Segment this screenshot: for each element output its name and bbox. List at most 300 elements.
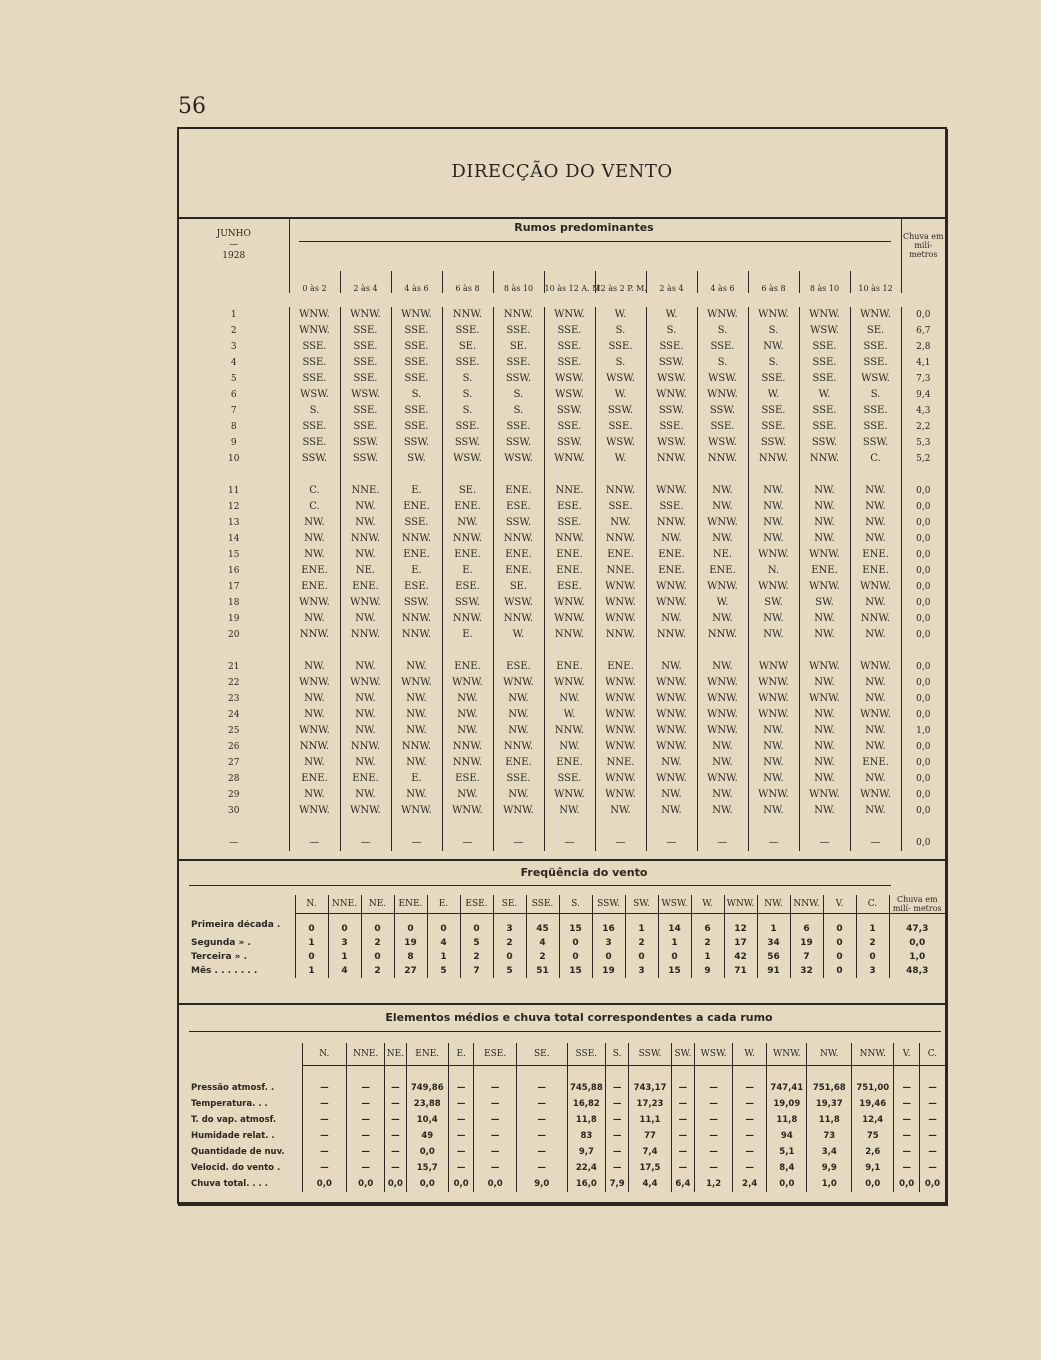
elem-cell: — xyxy=(347,1112,385,1128)
wind-direction-cell: NW. xyxy=(799,483,850,499)
wind-direction-cell: — xyxy=(748,835,799,851)
elem-cell: — xyxy=(448,1096,473,1112)
gap-cell xyxy=(493,819,544,835)
rain-cell: 0,0 xyxy=(901,771,945,787)
elem-row-label: Velocid. do vento . xyxy=(191,1163,281,1173)
day-number: 21 xyxy=(228,662,240,672)
wind-direction-cell: NW. xyxy=(697,531,748,547)
wind-direction-cell: NW. xyxy=(391,755,442,771)
wind-direction-cell: WNW. xyxy=(595,723,646,739)
gap-cell xyxy=(799,467,850,483)
elem-cell: 23,88 xyxy=(406,1096,448,1112)
day-number: 16 xyxy=(228,566,240,576)
wind-direction-cell: WSW. xyxy=(289,387,340,403)
wind-direction-cell: SSE. xyxy=(289,355,340,371)
elem-row xyxy=(179,1176,945,1192)
wind-direction-cell: WNW. xyxy=(391,803,442,819)
wind-direction-cell: NW. xyxy=(748,803,799,819)
elem-cell: — xyxy=(733,1160,767,1176)
table-row xyxy=(179,707,945,723)
wind-direction-cell: NW. xyxy=(340,723,391,739)
wind-direction-cell: WNW. xyxy=(646,675,697,691)
table-row xyxy=(179,803,945,819)
wind-direction-cell: SSW. xyxy=(442,595,493,611)
wind-direction-cell: NW. xyxy=(799,531,850,547)
wind-direction-cell: NW. xyxy=(748,611,799,627)
freq-row-label: Mês . . . . . . . xyxy=(191,966,258,976)
wind-direction-cell: NW. xyxy=(748,771,799,787)
freq-row-label: Terceira » . xyxy=(191,952,248,962)
elem-cell: 7,4 xyxy=(629,1144,671,1160)
wind-direction-cell: SSE. xyxy=(850,355,901,371)
wind-direction-cell: S. xyxy=(595,323,646,339)
elem-cell: 49 xyxy=(406,1128,448,1144)
period-header: 2 às 4 xyxy=(340,271,391,293)
elem-cell: 7,9 xyxy=(605,1176,628,1192)
rain-cell: 0,0 xyxy=(901,483,945,499)
wind-direction-cell: WNW. xyxy=(799,787,850,803)
wind-direction-cell: WSW. xyxy=(697,435,748,451)
wind-direction-cell: WNW. xyxy=(748,307,799,323)
table-row xyxy=(179,451,945,467)
wind-direction-cell: ENE. xyxy=(493,563,544,579)
wind-direction-cell: SSE. xyxy=(442,323,493,339)
table-row xyxy=(179,499,945,515)
freq-cell: 6 xyxy=(790,914,823,937)
day-number: 24 xyxy=(228,710,240,720)
wind-direction-cell: SSW. xyxy=(289,451,340,467)
frequency-divider xyxy=(179,859,945,861)
rain-cell: 0,0 xyxy=(901,531,945,547)
freq-rain-header: Chuva em milí- metros xyxy=(889,895,945,914)
day-number: 22 xyxy=(228,678,240,688)
elem-cell: — xyxy=(605,1144,628,1160)
freq-cell: 1 xyxy=(691,950,724,964)
elem-cell: — xyxy=(448,1128,473,1144)
wind-direction-cell: WSW. xyxy=(595,371,646,387)
gap-cell xyxy=(340,467,391,483)
table-row xyxy=(179,723,945,739)
elem-cell: — xyxy=(605,1112,628,1128)
table-row xyxy=(179,659,945,675)
wind-direction-cell: NE. xyxy=(340,563,391,579)
month-label: JUNHO xyxy=(216,228,251,239)
wind-direction-cell: NW. xyxy=(493,787,544,803)
day-number: 3 xyxy=(230,342,237,352)
gap-cell xyxy=(493,467,544,483)
wind-direction-cell: NW. xyxy=(850,531,901,547)
freq-rain-cell: 48,3 xyxy=(889,964,945,978)
wind-direction-cell: ENE. xyxy=(391,547,442,563)
elem-cell: — xyxy=(516,1160,567,1176)
elem-cell: 0,0 xyxy=(474,1176,516,1192)
elem-cell: 22,4 xyxy=(567,1160,605,1176)
wind-direction-cell: WNW. xyxy=(646,387,697,403)
wind-direction-cell: SSE. xyxy=(799,403,850,419)
wind-direction-cell: WSW. xyxy=(799,323,850,339)
elem-cell: — xyxy=(347,1066,385,1097)
wind-direction-cell: E. xyxy=(391,483,442,499)
freq-cell: 4 xyxy=(526,936,559,950)
freq-column-header: ESE. xyxy=(460,895,493,914)
wind-direction-cell: WNW. xyxy=(799,691,850,707)
wind-direction-cell: NNE. xyxy=(544,483,595,499)
day-number: 14 xyxy=(228,534,240,544)
wind-direction-cell: NW. xyxy=(391,723,442,739)
table-row xyxy=(179,739,945,755)
elem-row xyxy=(179,1144,945,1160)
freq-row xyxy=(179,936,945,950)
wind-direction-cell: WNW. xyxy=(748,707,799,723)
table-row xyxy=(179,675,945,691)
elem-cell: — xyxy=(671,1066,694,1097)
wind-direction-cell: WSW. xyxy=(442,451,493,467)
wind-direction-cell: NW. xyxy=(748,739,799,755)
elem-cell: 77 xyxy=(629,1128,671,1144)
elem-cell: — xyxy=(385,1128,406,1144)
table-row xyxy=(179,515,945,531)
freq-cell: 0 xyxy=(427,914,460,937)
elem-cell: — xyxy=(302,1160,347,1176)
table-row xyxy=(179,339,945,355)
elem-cell: — xyxy=(894,1144,919,1160)
wind-direction-cell: NW. xyxy=(595,515,646,531)
wind-direction-cell: NW. xyxy=(748,755,799,771)
wind-direction-cell: NNW. xyxy=(442,611,493,627)
elem-cell: — xyxy=(474,1066,516,1097)
gap-cell xyxy=(442,467,493,483)
elem-cell: — xyxy=(516,1112,567,1128)
wind-direction-cell: NW. xyxy=(493,723,544,739)
freq-cell: 7 xyxy=(460,964,493,978)
freq-cell: 15 xyxy=(559,914,592,937)
wind-direction-cell: SSE. xyxy=(340,371,391,387)
wind-direction-cell: NW. xyxy=(442,787,493,803)
table-row xyxy=(179,579,945,595)
table-row xyxy=(179,563,945,579)
wind-direction-cell: WNW. xyxy=(697,691,748,707)
freq-row-label: Primeira década . xyxy=(191,919,281,930)
wind-direction-cell: WNW. xyxy=(595,691,646,707)
rain-cell: 0,0 xyxy=(901,803,945,819)
day-number: 7 xyxy=(230,406,237,416)
elem-column-header: C. xyxy=(919,1043,945,1066)
wind-direction-cell: WNW. xyxy=(544,611,595,627)
elem-column-header: NW. xyxy=(807,1043,852,1066)
wind-direction-cell: NE. xyxy=(697,547,748,563)
rain-cell: 9,4 xyxy=(901,387,945,403)
day-number: 2 xyxy=(230,326,237,336)
elem-cell: — xyxy=(516,1128,567,1144)
freq-cell: 1 xyxy=(295,936,328,950)
gap-cell xyxy=(179,819,289,835)
wind-direction-cell: ENE. xyxy=(493,547,544,563)
freq-cell: 2 xyxy=(460,950,493,964)
wind-direction-cell: E. xyxy=(391,771,442,787)
periods-spacer xyxy=(289,219,901,271)
wind-direction-cell: SSE. xyxy=(391,371,442,387)
wind-direction-cell: NW. xyxy=(289,531,340,547)
elem-column-header: WSW. xyxy=(695,1043,733,1066)
wind-direction-cell: ENE. xyxy=(646,563,697,579)
wind-direction-cell: ENE. xyxy=(493,483,544,499)
wind-direction-cell: NW. xyxy=(646,659,697,675)
wind-direction-cell: SSE. xyxy=(544,771,595,787)
wind-direction-cell: NW. xyxy=(748,531,799,547)
freq-cell: 3 xyxy=(625,964,658,978)
elem-column-header: W. xyxy=(733,1043,767,1066)
table-row xyxy=(179,691,945,707)
rain-cell: 5,2 xyxy=(901,451,945,467)
wind-direction-cell: — xyxy=(697,835,748,851)
day-number: 10 xyxy=(228,454,240,464)
wind-direction-cell: NW. xyxy=(850,803,901,819)
wind-direction-cell: WNW. xyxy=(289,307,340,323)
freq-cell: 6 xyxy=(691,914,724,937)
wind-direction-cell: SSE. xyxy=(544,515,595,531)
elem-column-header: WNW. xyxy=(767,1043,807,1066)
freq-row xyxy=(179,964,945,978)
elem-cell: 0,0 xyxy=(385,1176,406,1192)
wind-direction-cell: WNW. xyxy=(850,659,901,675)
wind-direction-cell: ESE. xyxy=(544,499,595,515)
wind-direction-cell: NW. xyxy=(544,739,595,755)
gap-cell xyxy=(748,819,799,835)
elem-cell: — xyxy=(448,1112,473,1128)
wind-direction-cell: ENE. xyxy=(544,659,595,675)
freq-cell: 14 xyxy=(658,914,691,937)
wind-direction-cell: SE. xyxy=(442,339,493,355)
wind-direction-cell: WNW. xyxy=(748,787,799,803)
gap-cell xyxy=(799,643,850,659)
elem-cell: 19,09 xyxy=(767,1096,807,1112)
wind-direction-cell: NW. xyxy=(391,659,442,675)
wind-direction-cell: WNW. xyxy=(646,739,697,755)
wind-direction-cell: SSE. xyxy=(340,355,391,371)
wind-direction-cell: WNW. xyxy=(697,515,748,531)
freq-cell: 4 xyxy=(427,936,460,950)
wind-direction-cell: WNW. xyxy=(646,771,697,787)
gap-cell xyxy=(697,643,748,659)
wind-direction-cell: SSE. xyxy=(850,419,901,435)
wind-direction-cell: S. xyxy=(493,387,544,403)
wind-direction-cell: NW. xyxy=(442,691,493,707)
elem-cell: 19,37 xyxy=(807,1096,852,1112)
freq-rain-cell: 0,0 xyxy=(889,936,945,950)
wind-direction-cell: NW. xyxy=(850,771,901,787)
wind-direction-cell: NW. xyxy=(391,787,442,803)
day-number: 27 xyxy=(228,758,240,768)
elem-column-header: SE. xyxy=(516,1043,567,1066)
wind-direction-cell: SSE. xyxy=(748,371,799,387)
decade-gap xyxy=(179,643,945,659)
wind-direction-cell: SSE. xyxy=(697,419,748,435)
wind-direction-cell: NNW. xyxy=(391,531,442,547)
elem-cell: — xyxy=(695,1112,733,1128)
freq-row xyxy=(179,950,945,964)
freq-cell: 5 xyxy=(460,936,493,950)
wind-direction-cell: NNW. xyxy=(595,531,646,547)
wind-direction-cell: NW. xyxy=(442,515,493,531)
elem-cell: — xyxy=(385,1160,406,1176)
elem-cell: — xyxy=(385,1144,406,1160)
freq-cell: 0 xyxy=(592,950,625,964)
elem-cell: — xyxy=(919,1128,945,1144)
elem-cell: 75 xyxy=(852,1128,894,1144)
elem-cell: — xyxy=(347,1128,385,1144)
table-row xyxy=(179,371,945,387)
freq-cell: 15 xyxy=(658,964,691,978)
rain-cell: 0,0 xyxy=(901,835,945,851)
wind-direction-cell: E. xyxy=(442,627,493,643)
elem-cell: — xyxy=(894,1066,919,1097)
wind-direction-cell: NW. xyxy=(340,515,391,531)
wind-direction-cell: NW. xyxy=(340,611,391,627)
elem-row xyxy=(179,1066,945,1097)
elem-cell: — xyxy=(302,1128,347,1144)
wind-direction-cell: C. xyxy=(289,499,340,515)
day-number: 20 xyxy=(228,630,240,640)
elem-cell: — xyxy=(385,1112,406,1128)
wind-direction-cell: ENE. xyxy=(493,755,544,771)
wind-direction-cell: WNW. xyxy=(595,707,646,723)
wind-direction-cell: SSE. xyxy=(493,355,544,371)
wind-direction-cell: SSE. xyxy=(595,339,646,355)
freq-column-header: ENE. xyxy=(394,895,427,914)
wind-direction-cell: SSE. xyxy=(442,419,493,435)
wind-direction-cell: ESE. xyxy=(493,659,544,675)
elem-cell: 751,68 xyxy=(807,1066,852,1097)
day-number: — xyxy=(229,838,239,848)
period-header: 6 às 8 xyxy=(748,271,799,293)
freq-column-header: SSW. xyxy=(592,895,625,914)
freq-cell: 5 xyxy=(427,964,460,978)
elem-column-header: NNW. xyxy=(852,1043,894,1066)
elem-cell: 9,7 xyxy=(567,1144,605,1160)
freq-cell: 0 xyxy=(658,950,691,964)
wind-direction-cell: WNW. xyxy=(850,787,901,803)
wind-direction-cell: NW. xyxy=(850,483,901,499)
table-row xyxy=(179,627,945,643)
table-row xyxy=(179,787,945,803)
wind-direction-cell: NNW. xyxy=(646,627,697,643)
wind-direction-cell: WNW. xyxy=(442,675,493,691)
wind-direction-cell: NW. xyxy=(850,739,901,755)
wind-direction-cell: ENE. xyxy=(442,547,493,563)
freq-column-header: N. xyxy=(295,895,328,914)
elem-column-header: SSE. xyxy=(567,1043,605,1066)
wind-direction-cell: SSW. xyxy=(340,451,391,467)
freq-cell: 3 xyxy=(328,936,361,950)
wind-direction-cell: WNW. xyxy=(697,771,748,787)
wind-direction-cell: SSE. xyxy=(646,339,697,355)
wind-direction-cell: WNW. xyxy=(544,787,595,803)
wind-direction-cell: SSW. xyxy=(391,435,442,451)
wind-direction-cell: S. xyxy=(442,387,493,403)
wind-direction-cell: SSE. xyxy=(748,403,799,419)
month-header xyxy=(179,219,289,271)
wind-direction-cell: NW. xyxy=(646,787,697,803)
elem-cell: 83 xyxy=(567,1128,605,1144)
gap-cell xyxy=(901,819,945,835)
wind-direction-cell: WNW. xyxy=(493,803,544,819)
freq-cell: 1 xyxy=(757,914,790,937)
freq-cell: 9 xyxy=(691,964,724,978)
elem-column-header: NE. xyxy=(385,1043,406,1066)
gap-cell xyxy=(289,643,340,659)
wind-direction-cell: NNW. xyxy=(799,451,850,467)
wind-direction-cell: ESE. xyxy=(544,579,595,595)
elements-underline xyxy=(189,1031,941,1032)
wind-direction-cell: SSE. xyxy=(340,419,391,435)
wind-direction-cell: WNW. xyxy=(340,803,391,819)
wind-direction-cell: SSW. xyxy=(850,435,901,451)
day-number: 4 xyxy=(230,358,237,368)
wind-direction-cell: NW. xyxy=(544,803,595,819)
elem-cell: — xyxy=(695,1144,733,1160)
freq-column-header: S. xyxy=(559,895,592,914)
day-number: 13 xyxy=(228,518,240,528)
elem-cell: 10,4 xyxy=(406,1112,448,1128)
wind-direction-cell: SSE. xyxy=(544,355,595,371)
wind-direction-cell: SSE. xyxy=(493,419,544,435)
period-header: 0 às 2 xyxy=(289,271,340,293)
gap-cell xyxy=(697,467,748,483)
elem-cell: 751,00 xyxy=(852,1066,894,1097)
day-number: 25 xyxy=(228,726,240,736)
freq-column-header: NNE. xyxy=(328,895,361,914)
gap-cell xyxy=(595,643,646,659)
wind-direction-cell: NNW. xyxy=(340,531,391,547)
wind-direction-cell: ENE. xyxy=(289,771,340,787)
wind-direction-cell: NW. xyxy=(697,787,748,803)
rain-cell: 5,3 xyxy=(901,435,945,451)
wind-direction-cell: NW. xyxy=(697,483,748,499)
wind-direction-cell: SSE. xyxy=(391,323,442,339)
wind-direction-cell: W. xyxy=(493,627,544,643)
wind-direction-cell: NNE. xyxy=(595,755,646,771)
frequency-heading: Freqüência do vento xyxy=(520,866,648,879)
freq-cell: 2 xyxy=(493,936,526,950)
elem-cell: — xyxy=(516,1066,567,1097)
elem-cell: 3,4 xyxy=(807,1144,852,1160)
day-number: 17 xyxy=(228,582,240,592)
rain-cell: 0,0 xyxy=(901,739,945,755)
elem-cell: — xyxy=(894,1128,919,1144)
wind-direction-cell: NW. xyxy=(289,547,340,563)
wind-direction-cell: ENE. xyxy=(850,547,901,563)
wind-direction-cell: WNW. xyxy=(289,595,340,611)
wind-direction-cell: NW. xyxy=(850,627,901,643)
elem-cell: 17,5 xyxy=(629,1160,671,1176)
wind-direction-cell: WNW. xyxy=(340,307,391,323)
freq-column-header: SE. xyxy=(493,895,526,914)
wind-direction-cell: WNW. xyxy=(646,723,697,739)
elem-cell: — xyxy=(605,1128,628,1144)
gap-cell xyxy=(289,467,340,483)
wind-direction-cell: SW. xyxy=(799,595,850,611)
rain-cell: 0,0 xyxy=(901,675,945,691)
wind-direction-cell: WSW. xyxy=(646,371,697,387)
wind-direction-cell: SSE. xyxy=(289,419,340,435)
wind-direction-cell: WNW. xyxy=(544,307,595,323)
wind-direction-cell: SSW. xyxy=(697,403,748,419)
wind-direction-cell: W. xyxy=(544,707,595,723)
wind-direction-cell: WNW. xyxy=(697,579,748,595)
wind-direction-cell: SSW. xyxy=(340,435,391,451)
elem-cell: — xyxy=(347,1096,385,1112)
day-number: 8 xyxy=(230,422,237,432)
